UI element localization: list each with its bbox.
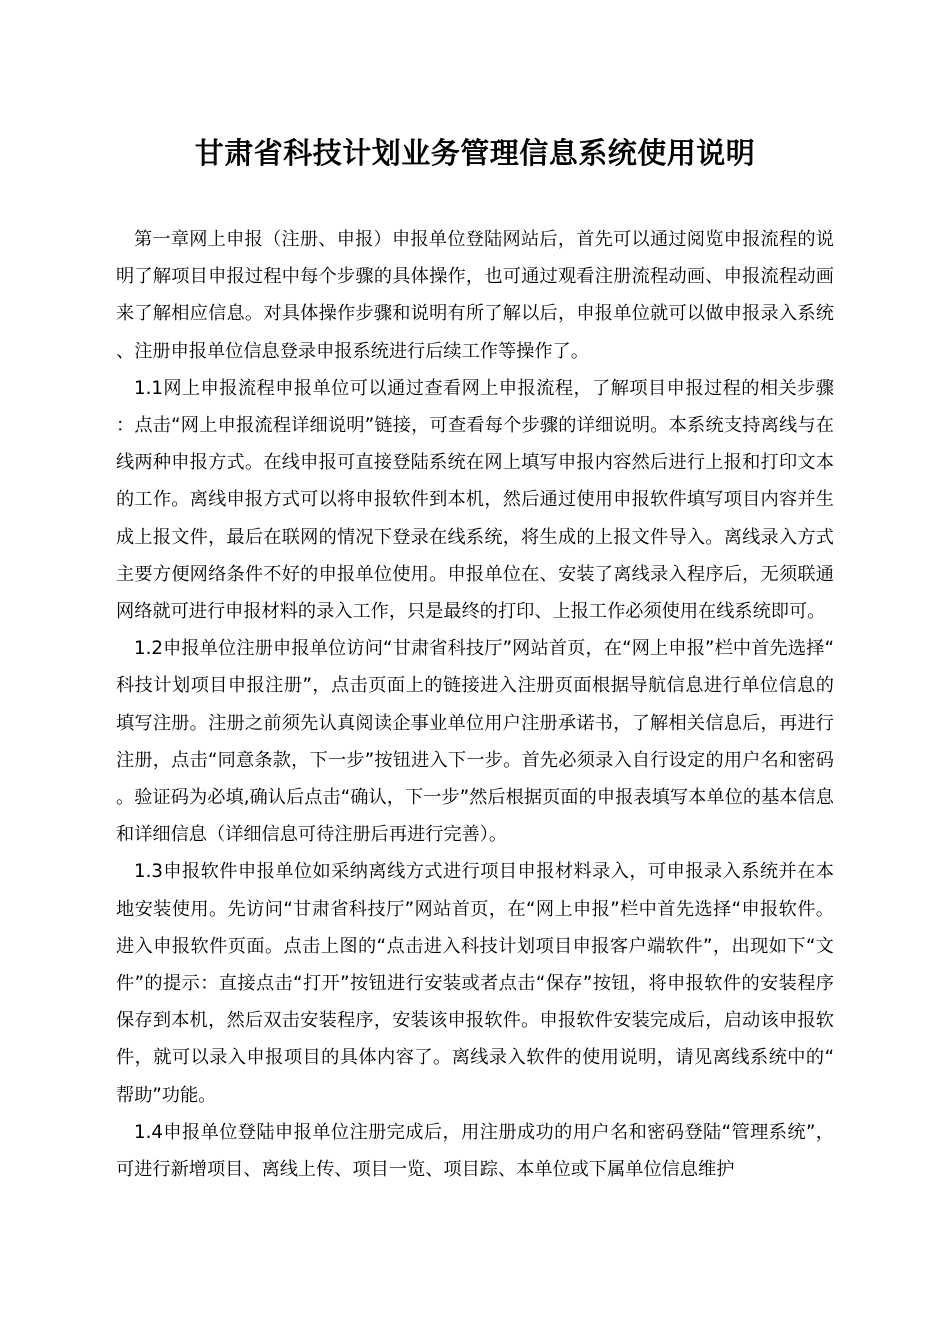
document-body [116,221,834,1188]
paragraph-section-1-3: 1.3申报软件申报单位如采纳离线方式进行项目申报材料录入，可申报录入系统并在本地安装使用。先访问“甘肃省科技厅”网站首页，在“网上申报”栏中首先选择“申报软件。进入申报软件页面。点击上图的“点击进入科技计划项目申报客户端软件”，出现如下“文件”的提示：直接点击“打开”按钮进行安装或者点击“保存”按钮，将申报软件的安装程序保存到本机，然后双击安装程序，安装该申报软件。申报软件安装完成后，启动该申报软件，就可以录入申报项目的具体内容了。离线录入软件的使用说明，请见离线系统中的“帮助”功能。 [116,861,834,1106]
paragraph-section-1-2: 1.2申报单位注册申报单位访问“甘肃省科技厅”网站首页，在“网上申报”栏中首先选择“科技计划项目申报注册”，点击页面上的链接进入注册页面根据导航信息进行单位信息的填写注册。注册之前须先认真阅读企事业单位用户注册承诺书，了解相关信息后，再进行注册，点击“同意条款，下一步”按钮进入下一步。首先必须录入自行设定的用户名和密码。验证码为必填,确认后点击“确认，下一步”然后根据页面的申报表填写本单位的基本信息和详细信息（详细信息可待注册后再进行完善）。 [116,638,834,846]
paragraph-section-1-1: 1.1网上申报流程申报单位可以通过查看网上申报流程，了解项目申报过程的相关步骤：点击“网上申报流程详细说明”链接，可查看每个步骤的详细说明。本系统支持离线与在线两种申报方式。在线申报可直接登陆系统在网上填写申报内容然后进行上报和打印文本的工作。离线申报方式可以将申报软件到本机，然后通过使用申报软件填写项目内容并生成上报文件，最后在联网的情况下登录在线系统，将生成的上报文件导入。离线录入方式主要方便网络条件不好的申报单位使用。申报单位在、安装了离线录入程序后，无须联通网络就可进行申报材料的录入工作，只是最终的打印、上报工作必须使用在线系统即可。 [116,377,834,623]
document-title: 甘肃省科技计划业务管理信息系统使用说明 [194,136,756,170]
paragraph-chapter-1-intro: 第一章网上申报（注册、申报）申报单位登陆网站后，首先可以通过阅览申报流程的说明了解项目申报过程中每个步骤的具体操作，也可通过观看注册流程动画、申报流程动画来了解相应信息。对具体操作步骤和说明有所了解以后，申报单位就可以做申报录入系统、注册申报单位信息登录申报系统进行后续工作等操作了。 [116,229,834,362]
paragraph-section-1-4: 1.4申报单位登陆申报单位注册完成后，用注册成功的用户名和密码登陆“管理系统”，可进行新增项目、离线上传、项目一览、项目踪、本单位或下属单位信息维护 [116,1121,834,1181]
